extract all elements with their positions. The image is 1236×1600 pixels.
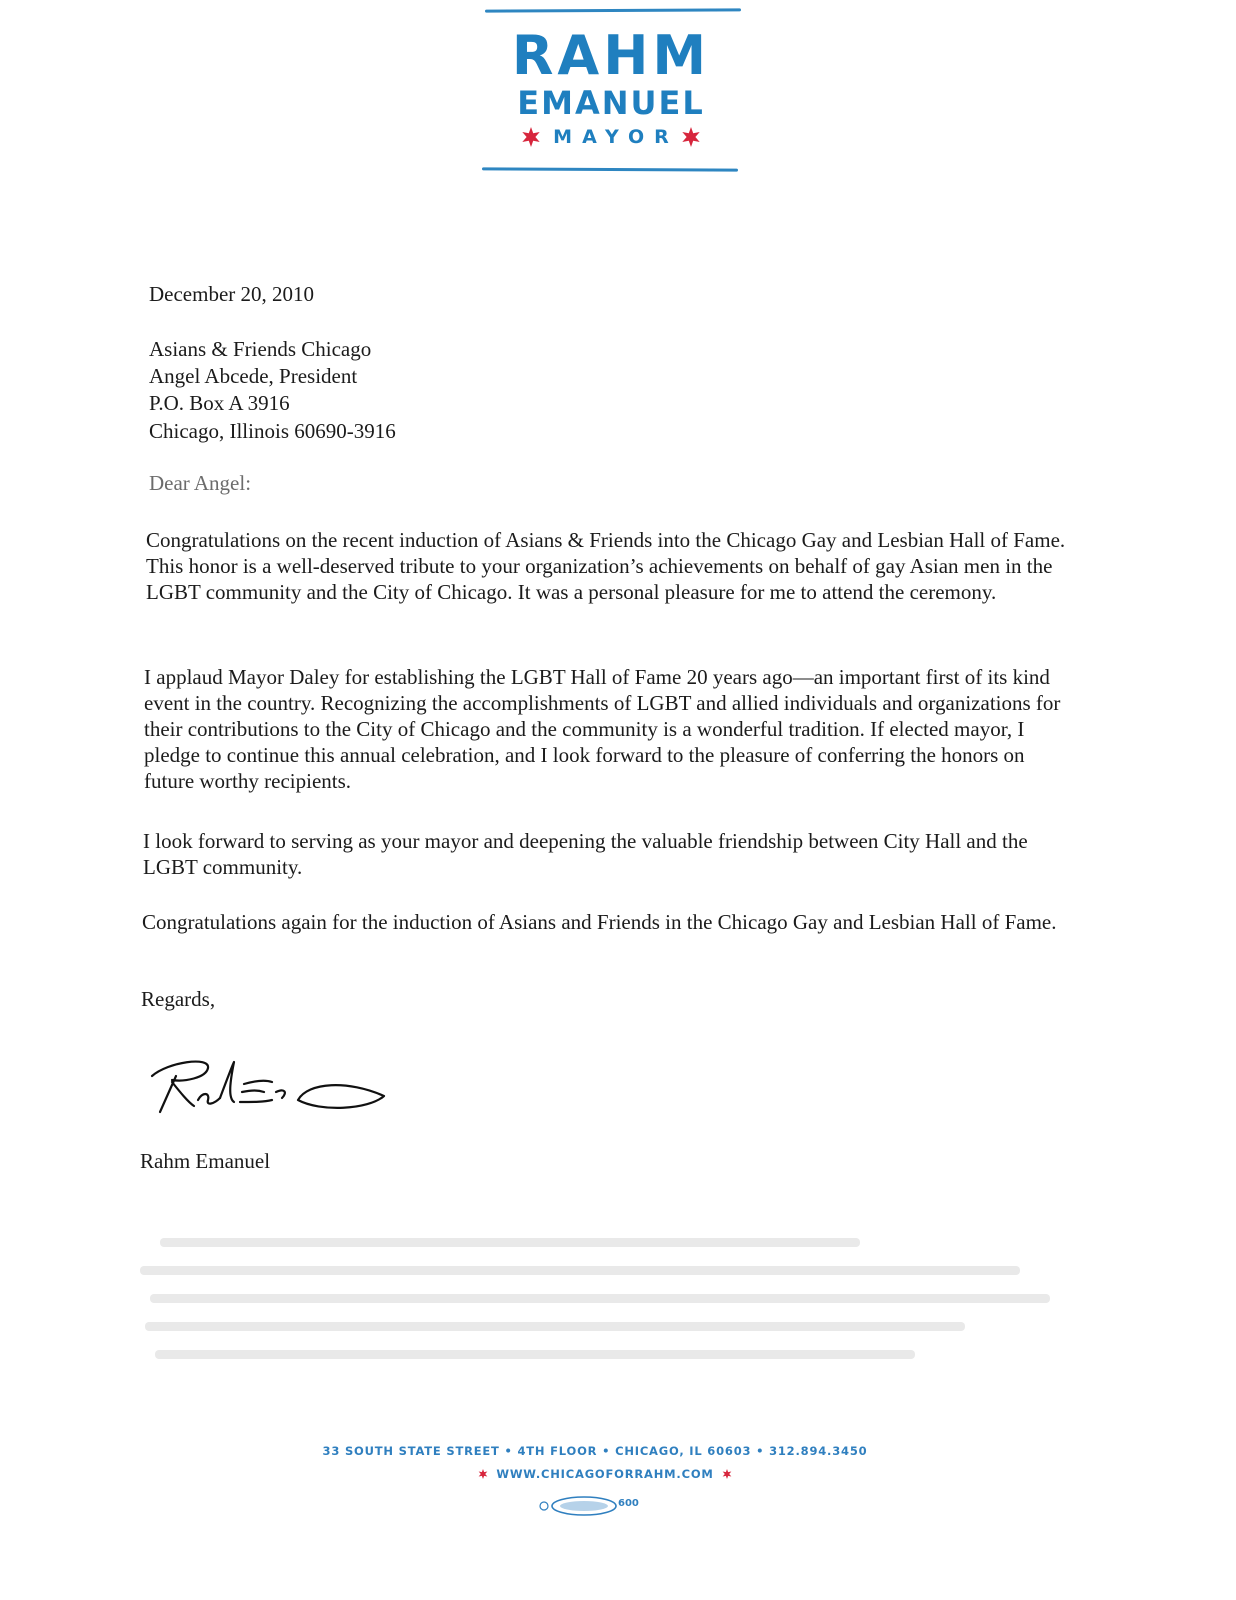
chicago-star-icon [521, 127, 541, 147]
recipient-organization: Asians & Friends Chicago [149, 337, 372, 361]
handwritten-signature [148, 1052, 393, 1122]
letterhead-title-row [480, 123, 742, 151]
letterhead-bottom-rule [482, 167, 738, 171]
letter-date: December 20, 2010 [149, 282, 315, 306]
body-paragraph: Congratulations again for the induction of Asians and Friends in the Chicago Gay and Lesbian Hall of Fame. [142, 910, 1057, 934]
letterhead-title: MAYOR [553, 126, 679, 148]
scan-bleed-through [140, 1232, 1060, 1372]
footer-address: 33 SOUTH STATE STREET • 4TH FLOOR • CHICAGO, IL 60603 • 312.894.3450 [322, 1444, 868, 1458]
chicago-star-icon [722, 1469, 732, 1479]
body-paragraph: I applaud Mayor Daley for establishing the LGBT Hall of Fame 20 years ago—an important first of its kind event in the country. Recognizing the accomplishments of LGBT and allied individuals and organizations for their contributions to the City of Chicago and the community is a wonderful tradition. If elected mayor, I pledge to continue this annual celebration, and I look forward to the pleasure of conferring the honors on future worthy recipients. [144, 665, 1061, 793]
body-paragraph: I look forward to serving as your mayor and deepening the valuable friendship between City Hall and the LGBT community. [143, 829, 1028, 879]
footer-website: WWW.CHICAGOFORRAHM.COM [496, 1467, 714, 1481]
letterhead-name-last: EMANUEL [517, 84, 705, 122]
footer-website-row [400, 1467, 810, 1481]
recipient-city-state-zip: Chicago, Illinois 60690-3916 [149, 419, 396, 443]
closing: Regards, [141, 987, 216, 1011]
recipient-contact: Angel Abcede, President [149, 364, 358, 388]
signer-name: Rahm Emanuel [140, 1149, 271, 1173]
letterhead-name-first: RAHM [511, 24, 711, 87]
salutation: Dear Angel: [149, 471, 252, 495]
union-number: 600 [618, 1498, 639, 1509]
chicago-star-icon [478, 1469, 488, 1479]
recipient-po-box: P.O. Box A 3916 [149, 391, 290, 415]
letterhead-top-rule [485, 8, 741, 12]
body-paragraph: Congratulations on the recent induction of Asians & Friends into the Chicago Gay and Lesbian Hall of Fame. This honor is a well-deserved tribute to your organization’s achievements on behalf of gay Asian men in the LGBT community and the City of Chicago. It was a personal pleasure for me to attend the ceremony. [146, 528, 1066, 604]
letterhead [480, 0, 742, 180]
chicago-star-icon [681, 127, 701, 147]
